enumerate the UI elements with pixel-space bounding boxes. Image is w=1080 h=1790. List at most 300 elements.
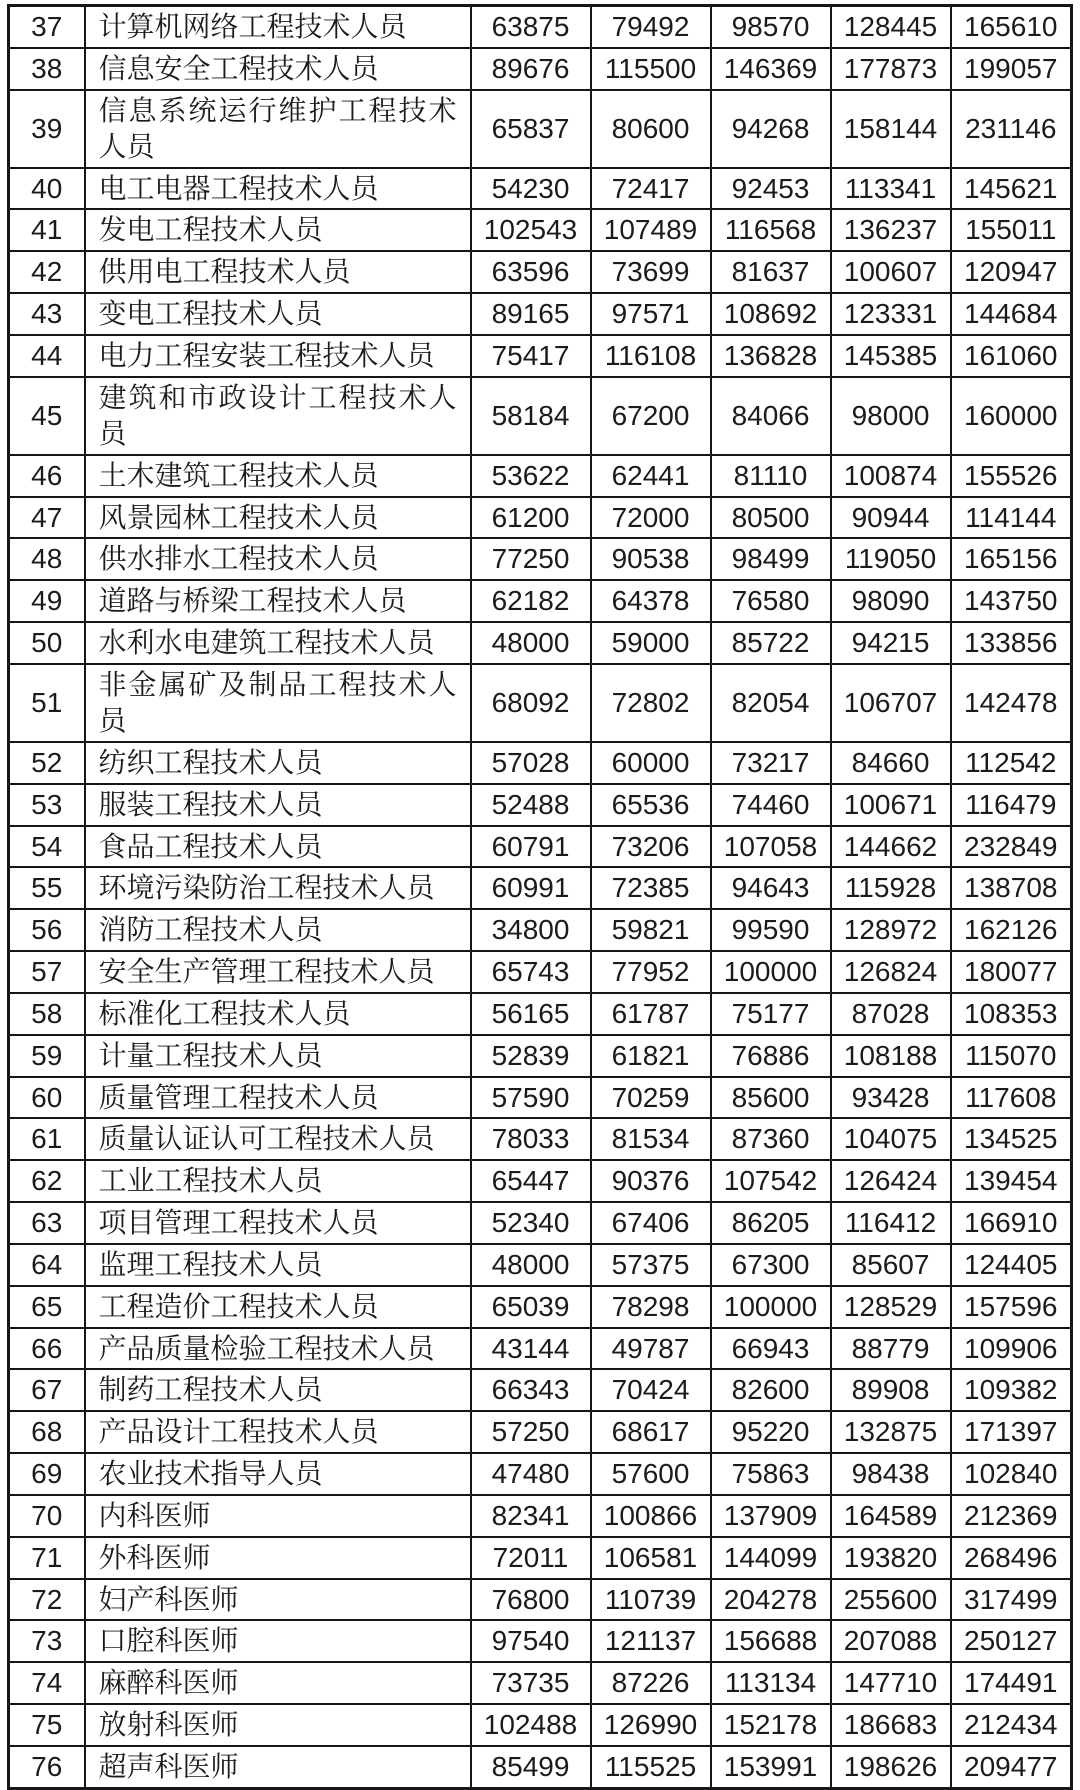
row-number-cell: 65 (9, 1286, 85, 1328)
row-number-cell: 68 (9, 1411, 85, 1453)
value-cell: 102840 (951, 1453, 1072, 1495)
row-number-cell: 58 (9, 993, 85, 1035)
occupation-cell: 项目管理工程技术人员 (85, 1202, 471, 1244)
value-cell: 138708 (951, 867, 1072, 909)
value-cell: 115070 (951, 1035, 1072, 1077)
value-cell: 98090 (831, 580, 951, 622)
value-cell: 47480 (471, 1453, 591, 1495)
occupation-cell: 供水排水工程技术人员 (85, 538, 471, 580)
occupation-cell: 计量工程技术人员 (85, 1035, 471, 1077)
value-cell: 73217 (711, 742, 831, 784)
value-cell: 134525 (951, 1118, 1072, 1160)
value-cell: 155011 (951, 209, 1072, 251)
value-cell: 106581 (591, 1537, 711, 1579)
value-cell: 89908 (831, 1369, 951, 1411)
value-cell: 152178 (711, 1704, 831, 1746)
value-cell: 162126 (951, 909, 1072, 951)
value-cell: 78298 (591, 1286, 711, 1328)
occupation-cell: 计算机网络工程技术人员 (85, 6, 471, 48)
value-cell: 75863 (711, 1453, 831, 1495)
value-cell: 102488 (471, 1704, 591, 1746)
occupation-cell: 标准化工程技术人员 (85, 993, 471, 1035)
value-cell: 61787 (591, 993, 711, 1035)
row-number-cell: 40 (9, 168, 85, 210)
table-row (9, 1035, 1072, 1077)
row-number-cell: 54 (9, 826, 85, 868)
value-cell: 86205 (711, 1202, 831, 1244)
value-cell: 107058 (711, 826, 831, 868)
value-cell: 48000 (471, 622, 591, 664)
value-cell: 212369 (951, 1495, 1072, 1537)
value-cell: 207088 (831, 1620, 951, 1662)
value-cell: 72011 (471, 1537, 591, 1579)
occupation-cell: 供用电工程技术人员 (85, 251, 471, 293)
occupation-cell: 麻醉科医师 (85, 1662, 471, 1704)
value-cell: 76580 (711, 580, 831, 622)
value-cell: 64378 (591, 580, 711, 622)
value-cell: 60791 (471, 826, 591, 868)
occupation-cell: 非金属矿及制品工程技术人员 (85, 664, 471, 742)
value-cell: 98570 (711, 6, 831, 48)
value-cell: 93428 (831, 1077, 951, 1119)
table-row (9, 1704, 1072, 1746)
value-cell: 104075 (831, 1118, 951, 1160)
value-cell: 80500 (711, 497, 831, 539)
row-number-cell: 57 (9, 951, 85, 993)
value-cell: 136828 (711, 335, 831, 377)
table-row (9, 1746, 1072, 1788)
table-row (9, 1202, 1072, 1244)
occupation-cell: 产品设计工程技术人员 (85, 1411, 471, 1453)
occupation-cell: 农业技术指导人员 (85, 1453, 471, 1495)
value-cell: 65039 (471, 1286, 591, 1328)
table-row (9, 1579, 1072, 1621)
row-number-cell: 41 (9, 209, 85, 251)
occupation-cell: 产品质量检验工程技术人员 (85, 1328, 471, 1370)
occupation-cell: 安全生产管理工程技术人员 (85, 951, 471, 993)
occupation-cell: 电力工程安装工程技术人员 (85, 335, 471, 377)
table-row (9, 1369, 1072, 1411)
value-cell: 65447 (471, 1160, 591, 1202)
table-row (9, 335, 1072, 377)
table-row (9, 209, 1072, 251)
occupation-cell: 变电工程技术人员 (85, 293, 471, 335)
row-number-cell: 42 (9, 251, 85, 293)
value-cell: 92453 (711, 168, 831, 210)
value-cell: 107489 (591, 209, 711, 251)
row-number-cell: 39 (9, 90, 85, 168)
value-cell: 53622 (471, 455, 591, 497)
value-cell: 75177 (711, 993, 831, 1035)
row-number-cell: 59 (9, 1035, 85, 1077)
occupation-cell: 水利水电建筑工程技术人员 (85, 622, 471, 664)
value-cell: 126824 (831, 951, 951, 993)
value-cell: 97540 (471, 1620, 591, 1662)
table-row (9, 1620, 1072, 1662)
value-cell: 128529 (831, 1286, 951, 1328)
occupation-cell: 信息系统运行维护工程技术人员 (85, 90, 471, 168)
value-cell: 116479 (951, 784, 1072, 826)
value-cell: 76886 (711, 1035, 831, 1077)
occupation-cell: 发电工程技术人员 (85, 209, 471, 251)
value-cell: 74460 (711, 784, 831, 826)
value-cell: 98499 (711, 538, 831, 580)
value-cell: 65837 (471, 90, 591, 168)
value-cell: 62182 (471, 580, 591, 622)
occupation-cell: 消防工程技术人员 (85, 909, 471, 951)
value-cell: 57375 (591, 1244, 711, 1286)
value-cell: 108692 (711, 293, 831, 335)
occupation-cell: 放射科医师 (85, 1704, 471, 1746)
value-cell: 68092 (471, 664, 591, 742)
row-number-cell: 69 (9, 1453, 85, 1495)
value-cell: 100866 (591, 1495, 711, 1537)
value-cell: 99590 (711, 909, 831, 951)
value-cell: 57028 (471, 742, 591, 784)
row-number-cell: 56 (9, 909, 85, 951)
value-cell: 133856 (951, 622, 1072, 664)
occupation-cell: 外科医师 (85, 1537, 471, 1579)
value-cell: 90376 (591, 1160, 711, 1202)
value-cell: 87360 (711, 1118, 831, 1160)
value-cell: 98000 (831, 377, 951, 455)
row-number-cell: 49 (9, 580, 85, 622)
value-cell: 65536 (591, 784, 711, 826)
value-cell: 107542 (711, 1160, 831, 1202)
value-cell: 98438 (831, 1453, 951, 1495)
value-cell: 95220 (711, 1411, 831, 1453)
occupation-cell: 道路与桥梁工程技术人员 (85, 580, 471, 622)
value-cell: 67200 (591, 377, 711, 455)
value-cell: 81534 (591, 1118, 711, 1160)
value-cell: 52839 (471, 1035, 591, 1077)
value-cell: 73735 (471, 1662, 591, 1704)
value-cell: 121137 (591, 1620, 711, 1662)
value-cell: 65743 (471, 951, 591, 993)
value-cell: 120947 (951, 251, 1072, 293)
row-number-cell: 73 (9, 1620, 85, 1662)
value-cell: 186683 (831, 1704, 951, 1746)
value-cell: 171397 (951, 1411, 1072, 1453)
value-cell: 268496 (951, 1537, 1072, 1579)
value-cell: 113341 (831, 168, 951, 210)
value-cell: 84066 (711, 377, 831, 455)
value-cell: 94643 (711, 867, 831, 909)
occupation-cell: 纺织工程技术人员 (85, 742, 471, 784)
value-cell: 100671 (831, 784, 951, 826)
table-row (9, 1495, 1072, 1537)
table-row (9, 580, 1072, 622)
value-cell: 255600 (831, 1579, 951, 1621)
value-cell: 115928 (831, 867, 951, 909)
value-cell: 126424 (831, 1160, 951, 1202)
value-cell: 57590 (471, 1077, 591, 1119)
value-cell: 67406 (591, 1202, 711, 1244)
value-cell: 165610 (951, 6, 1072, 48)
value-cell: 153991 (711, 1746, 831, 1788)
table-row (9, 867, 1072, 909)
value-cell: 68617 (591, 1411, 711, 1453)
row-number-cell: 72 (9, 1579, 85, 1621)
row-number-cell: 63 (9, 1202, 85, 1244)
value-cell: 143750 (951, 580, 1072, 622)
value-cell: 85722 (711, 622, 831, 664)
value-cell: 79492 (591, 6, 711, 48)
table-row (9, 664, 1072, 742)
table-row (9, 1286, 1072, 1328)
value-cell: 100000 (711, 1286, 831, 1328)
value-cell: 177873 (831, 48, 951, 90)
occupation-cell: 风景园林工程技术人员 (85, 497, 471, 539)
table-row (9, 455, 1072, 497)
value-cell: 81637 (711, 251, 831, 293)
row-number-cell: 45 (9, 377, 85, 455)
value-cell: 180077 (951, 951, 1072, 993)
value-cell: 160000 (951, 377, 1072, 455)
value-cell: 106707 (831, 664, 951, 742)
row-number-cell: 74 (9, 1662, 85, 1704)
row-number-cell: 53 (9, 784, 85, 826)
table-row (9, 90, 1072, 168)
table-row (9, 909, 1072, 951)
value-cell: 54230 (471, 168, 591, 210)
value-cell: 110739 (591, 1579, 711, 1621)
row-number-cell: 67 (9, 1369, 85, 1411)
salary-table (7, 4, 1073, 1790)
value-cell: 73699 (591, 251, 711, 293)
table-row (9, 251, 1072, 293)
value-cell: 52488 (471, 784, 591, 826)
value-cell: 164589 (831, 1495, 951, 1537)
value-cell: 165156 (951, 538, 1072, 580)
value-cell: 94215 (831, 622, 951, 664)
value-cell: 144662 (831, 826, 951, 868)
value-cell: 60000 (591, 742, 711, 784)
row-number-cell: 50 (9, 622, 85, 664)
value-cell: 142478 (951, 664, 1072, 742)
value-cell: 59821 (591, 909, 711, 951)
value-cell: 85499 (471, 1746, 591, 1788)
row-number-cell: 66 (9, 1328, 85, 1370)
value-cell: 166910 (951, 1202, 1072, 1244)
table-row (9, 742, 1072, 784)
row-number-cell: 71 (9, 1537, 85, 1579)
value-cell: 100000 (711, 951, 831, 993)
occupation-cell: 内科医师 (85, 1495, 471, 1537)
value-cell: 144684 (951, 293, 1072, 335)
value-cell: 85607 (831, 1244, 951, 1286)
row-number-cell: 55 (9, 867, 85, 909)
occupation-cell: 超声科医师 (85, 1746, 471, 1788)
value-cell: 90944 (831, 497, 951, 539)
table-row (9, 1160, 1072, 1202)
value-cell: 61200 (471, 497, 591, 539)
value-cell: 77952 (591, 951, 711, 993)
value-cell: 317499 (951, 1579, 1072, 1621)
occupation-cell: 工程造价工程技术人员 (85, 1286, 471, 1328)
value-cell: 43144 (471, 1328, 591, 1370)
value-cell: 116568 (711, 209, 831, 251)
value-cell: 115525 (591, 1746, 711, 1788)
value-cell: 72000 (591, 497, 711, 539)
value-cell: 109382 (951, 1369, 1072, 1411)
row-number-cell: 61 (9, 1118, 85, 1160)
value-cell: 108188 (831, 1035, 951, 1077)
value-cell: 49787 (591, 1328, 711, 1370)
value-cell: 114144 (951, 497, 1072, 539)
value-cell: 89676 (471, 48, 591, 90)
row-number-cell: 48 (9, 538, 85, 580)
value-cell: 57600 (591, 1453, 711, 1495)
value-cell: 231146 (951, 90, 1072, 168)
value-cell: 63596 (471, 251, 591, 293)
row-number-cell: 47 (9, 497, 85, 539)
value-cell: 199057 (951, 48, 1072, 90)
value-cell: 76800 (471, 1579, 591, 1621)
table-row (9, 622, 1072, 664)
value-cell: 108353 (951, 993, 1072, 1035)
value-cell: 72417 (591, 168, 711, 210)
row-number-cell: 51 (9, 664, 85, 742)
occupation-cell: 环境污染防治工程技术人员 (85, 867, 471, 909)
table-row (9, 1328, 1072, 1370)
value-cell: 109906 (951, 1328, 1072, 1370)
table-row (9, 1453, 1072, 1495)
value-cell: 87226 (591, 1662, 711, 1704)
table-row (9, 826, 1072, 868)
value-cell: 66943 (711, 1328, 831, 1370)
value-cell: 209477 (951, 1746, 1072, 1788)
value-cell: 115500 (591, 48, 711, 90)
value-cell: 128972 (831, 909, 951, 951)
value-cell: 84660 (831, 742, 951, 784)
value-cell: 124405 (951, 1244, 1072, 1286)
value-cell: 81110 (711, 455, 831, 497)
table-row (9, 951, 1072, 993)
value-cell: 156688 (711, 1620, 831, 1662)
value-cell: 145621 (951, 168, 1072, 210)
value-cell: 146369 (711, 48, 831, 90)
value-cell: 155526 (951, 455, 1072, 497)
occupation-cell: 工业工程技术人员 (85, 1160, 471, 1202)
value-cell: 72802 (591, 664, 711, 742)
value-cell: 85600 (711, 1077, 831, 1119)
value-cell: 128445 (831, 6, 951, 48)
value-cell: 77250 (471, 538, 591, 580)
value-cell: 94268 (711, 90, 831, 168)
value-cell: 132875 (831, 1411, 951, 1453)
table-row (9, 784, 1072, 826)
occupation-cell: 口腔科医师 (85, 1620, 471, 1662)
occupation-cell: 制药工程技术人员 (85, 1369, 471, 1411)
value-cell: 250127 (951, 1620, 1072, 1662)
value-cell: 174491 (951, 1662, 1072, 1704)
value-cell: 117608 (951, 1077, 1072, 1119)
value-cell: 70259 (591, 1077, 711, 1119)
table-row (9, 48, 1072, 90)
value-cell: 52340 (471, 1202, 591, 1244)
occupation-cell: 质量认证认可工程技术人员 (85, 1118, 471, 1160)
table-row (9, 1537, 1072, 1579)
value-cell: 87028 (831, 993, 951, 1035)
value-cell: 193820 (831, 1537, 951, 1579)
value-cell: 123331 (831, 293, 951, 335)
occupation-cell: 食品工程技术人员 (85, 826, 471, 868)
value-cell: 62441 (591, 455, 711, 497)
table-row (9, 1244, 1072, 1286)
occupation-cell: 妇产科医师 (85, 1579, 471, 1621)
salary-table-body (9, 6, 1072, 1789)
value-cell: 67300 (711, 1244, 831, 1286)
value-cell: 102543 (471, 209, 591, 251)
occupation-cell: 监理工程技术人员 (85, 1244, 471, 1286)
value-cell: 88779 (831, 1328, 951, 1370)
occupation-cell: 服装工程技术人员 (85, 784, 471, 826)
value-cell: 82341 (471, 1495, 591, 1537)
row-number-cell: 64 (9, 1244, 85, 1286)
value-cell: 61821 (591, 1035, 711, 1077)
row-number-cell: 70 (9, 1495, 85, 1537)
table-row (9, 497, 1072, 539)
value-cell: 34800 (471, 909, 591, 951)
row-number-cell: 44 (9, 335, 85, 377)
value-cell: 72385 (591, 867, 711, 909)
table-row (9, 377, 1072, 455)
value-cell: 78033 (471, 1118, 591, 1160)
value-cell: 97571 (591, 293, 711, 335)
value-cell: 204278 (711, 1579, 831, 1621)
value-cell: 157596 (951, 1286, 1072, 1328)
value-cell: 136237 (831, 209, 951, 251)
value-cell: 59000 (591, 622, 711, 664)
table-row (9, 1118, 1072, 1160)
row-number-cell: 46 (9, 455, 85, 497)
value-cell: 58184 (471, 377, 591, 455)
occupation-cell: 电工电器工程技术人员 (85, 168, 471, 210)
value-cell: 100874 (831, 455, 951, 497)
value-cell: 137909 (711, 1495, 831, 1537)
occupation-cell: 信息安全工程技术人员 (85, 48, 471, 90)
value-cell: 56165 (471, 993, 591, 1035)
value-cell: 161060 (951, 335, 1072, 377)
occupation-cell: 土木建筑工程技术人员 (85, 455, 471, 497)
value-cell: 198626 (831, 1746, 951, 1788)
value-cell: 48000 (471, 1244, 591, 1286)
value-cell: 212434 (951, 1704, 1072, 1746)
table-row (9, 293, 1072, 335)
table-row (9, 6, 1072, 48)
value-cell: 116412 (831, 1202, 951, 1244)
value-cell: 57250 (471, 1411, 591, 1453)
occupation-cell: 建筑和市政设计工程技术人员 (85, 377, 471, 455)
table-row (9, 993, 1072, 1035)
value-cell: 60991 (471, 867, 591, 909)
value-cell: 80600 (591, 90, 711, 168)
value-cell: 66343 (471, 1369, 591, 1411)
value-cell: 139454 (951, 1160, 1072, 1202)
row-number-cell: 37 (9, 6, 85, 48)
value-cell: 75417 (471, 335, 591, 377)
value-cell: 89165 (471, 293, 591, 335)
value-cell: 144099 (711, 1537, 831, 1579)
table-row (9, 168, 1072, 210)
value-cell: 63875 (471, 6, 591, 48)
row-number-cell: 43 (9, 293, 85, 335)
row-number-cell: 52 (9, 742, 85, 784)
value-cell: 232849 (951, 826, 1072, 868)
row-number-cell: 76 (9, 1746, 85, 1788)
table-row (9, 538, 1072, 580)
